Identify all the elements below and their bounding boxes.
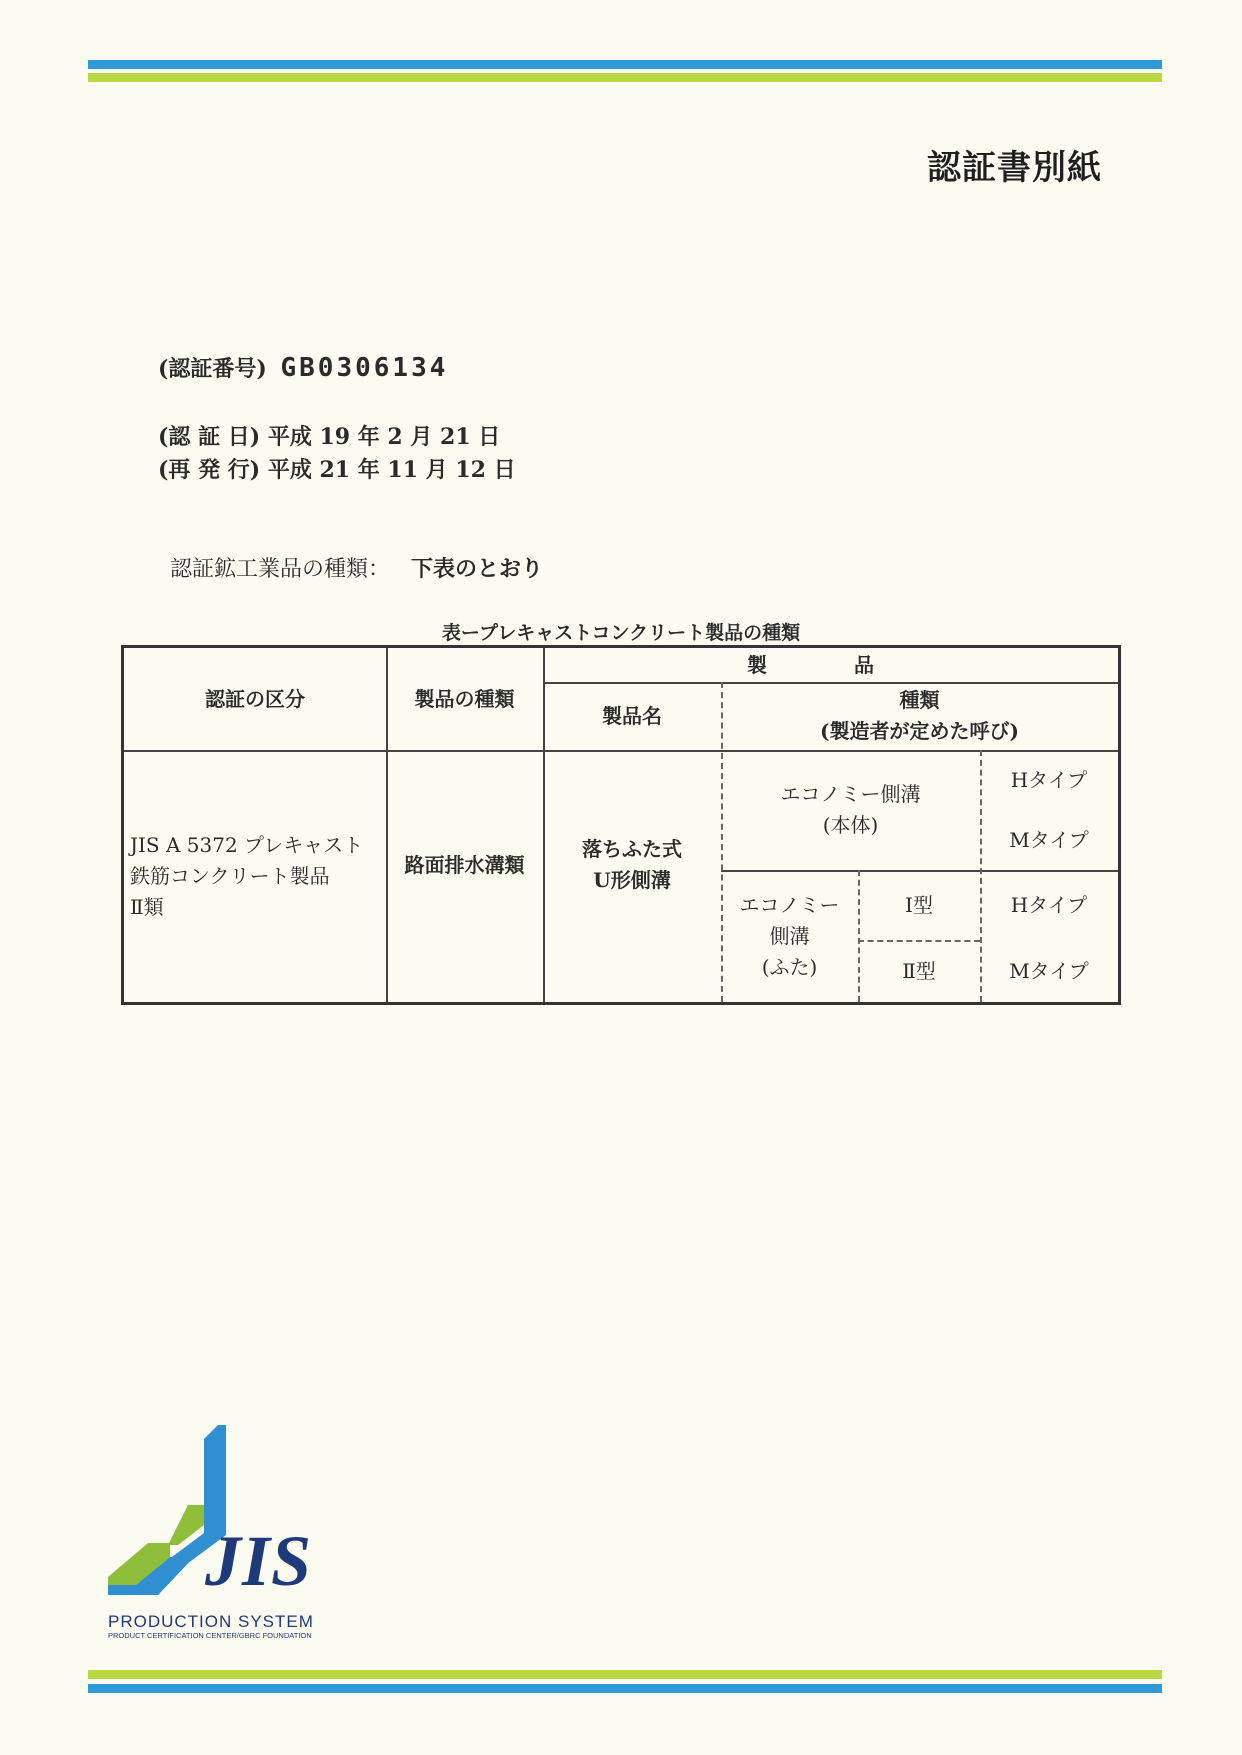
certificate-number: GB0306134 (280, 353, 449, 383)
main-body-line: (本体) (822, 813, 879, 837)
product-name-line: 落ちふた式 (582, 837, 682, 861)
product-name-line: U形側溝 (593, 868, 671, 892)
logo-subtagline: PRODUCT CERTIFICATION CENTER/GBRC FOUNDATION (108, 1631, 312, 1640)
lid-cell (721, 870, 858, 1002)
top-band-blue (88, 60, 1162, 69)
product-kind-row (170, 552, 543, 583)
certificate-number-label: (認証番号) (158, 356, 267, 382)
product-name-cell (543, 750, 721, 980)
certificate-number-row (158, 352, 448, 383)
main-body-cell (721, 750, 980, 870)
lid-type-2: Mタイプ (1009, 958, 1089, 983)
lid-line: 側溝 (769, 923, 810, 948)
certification-date-row (158, 420, 500, 451)
lid-line: (ふた) (761, 954, 818, 979)
product-table (121, 645, 1121, 1005)
header-category: 認証の区分 (205, 686, 305, 711)
category-line: 鉄筋コンクリート製品 (130, 863, 330, 888)
header-product-type: 製品の種類 (414, 686, 515, 711)
reissue-date: 平成 21 年 11 月 12 日 (267, 457, 516, 483)
header-kind (721, 682, 1118, 750)
lid-type-1: Hタイプ (1010, 892, 1088, 917)
table-caption: 表ープレキャストコンクリート製品の種類 (441, 622, 801, 644)
header-kind-title: 種類 (899, 688, 940, 712)
document-title: 認証書別紙 (927, 148, 1102, 188)
bottom-band-blue (88, 1684, 1162, 1693)
logo-tagline: PRODUCTION SYSTEM (108, 1612, 314, 1631)
logo-wordmark: JIS (205, 1521, 313, 1601)
product-kind-value: 下表のとおり (411, 556, 544, 582)
certification-date-label: (認 証 日) (158, 424, 261, 450)
header-product-group: 製 品 (747, 652, 914, 677)
reissue-date-row (158, 453, 516, 484)
certification-date: 平成 19 年 2 月 21 日 (267, 424, 501, 450)
reissue-date-label: (再 発 行) (158, 457, 261, 483)
lid-model-1: Ⅰ型 (905, 892, 933, 917)
main-body-type-h: Hタイプ (1010, 767, 1088, 792)
header-kind-subtitle: (製造者が定めた呼び) (820, 719, 1019, 743)
lid-model-2: Ⅱ型 (902, 958, 936, 983)
category-line: JIS A 5372 プレキャスト (130, 832, 364, 857)
bottom-band-green (88, 1670, 1162, 1679)
header-product-name: 製品名 (602, 703, 662, 728)
product-type-cell: 路面排水溝類 (404, 852, 525, 877)
category-cell (130, 750, 386, 1002)
main-body-line: エコノミー側溝 (780, 782, 921, 806)
main-body-type-m: Mタイプ (1009, 827, 1089, 852)
lid-line: エコノミー (739, 892, 840, 917)
category-line: Ⅱ類 (130, 894, 164, 919)
top-band-green (88, 73, 1162, 82)
product-kind-label: 認証鉱工業品の種類： (170, 557, 391, 582)
